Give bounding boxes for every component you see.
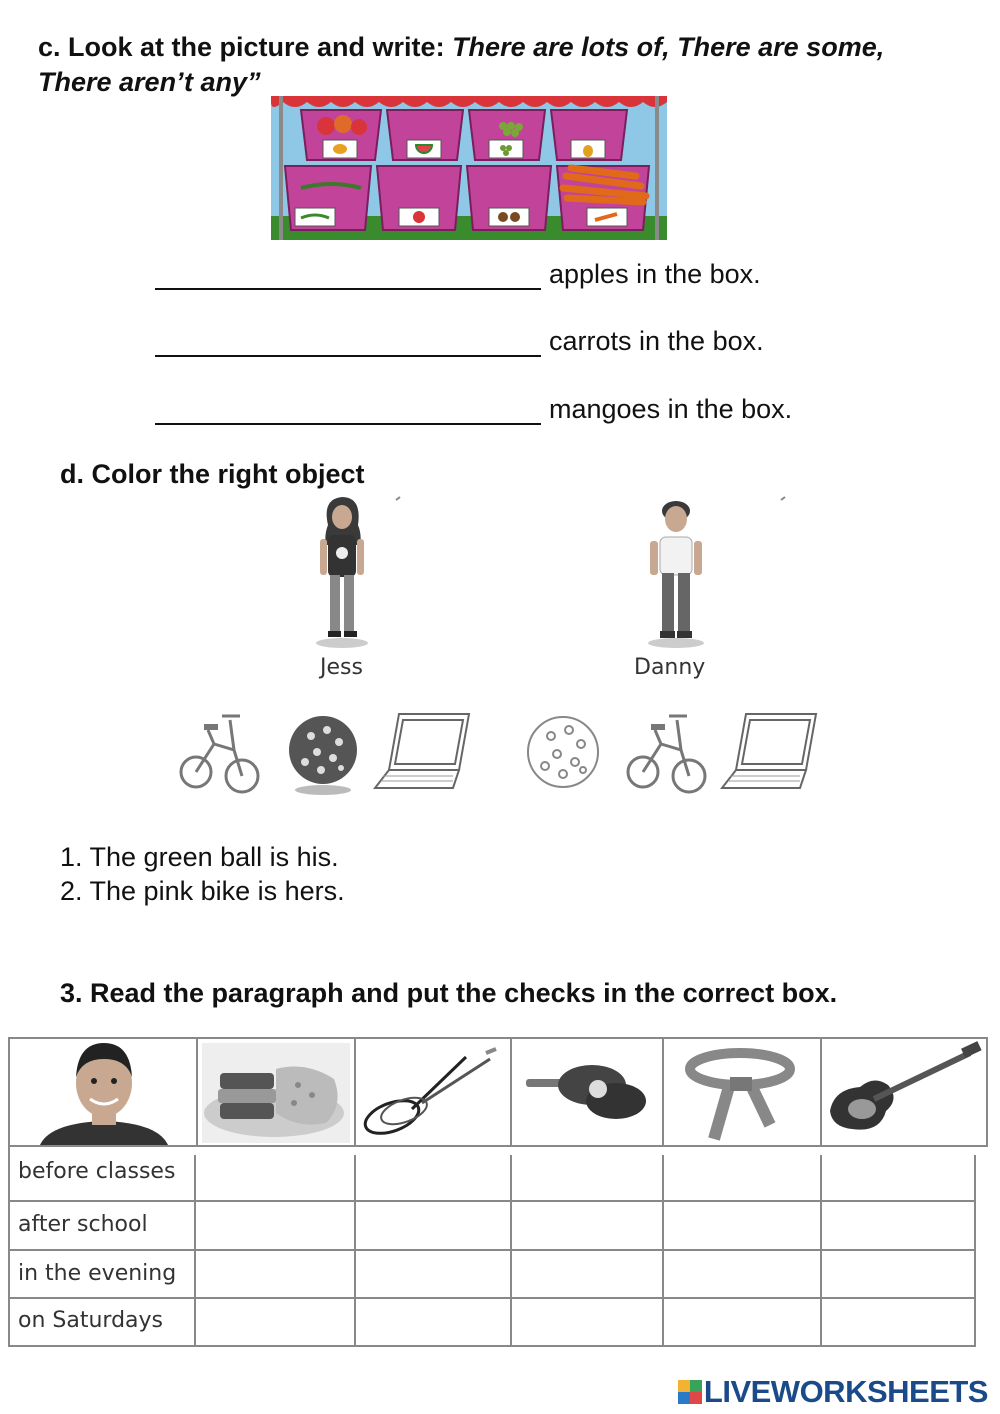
badminton-rackets-icon	[354, 1037, 510, 1147]
check-box[interactable]	[510, 1155, 662, 1202]
answer-blank-1[interactable]	[155, 261, 541, 290]
row-label-4: on Saturdays	[18, 1308, 163, 1333]
row-label-cell	[8, 1299, 194, 1347]
check-box[interactable]	[354, 1299, 510, 1347]
row-label-cell	[8, 1251, 194, 1299]
check-box[interactable]	[510, 1299, 662, 1347]
check-box[interactable]	[194, 1155, 354, 1202]
check-box[interactable]	[194, 1202, 354, 1251]
row-label-3: in the evening	[18, 1261, 177, 1286]
check-box[interactable]	[662, 1251, 820, 1299]
check-table	[8, 1147, 976, 1347]
ball-icon-danny[interactable]	[525, 712, 603, 792]
answer-input-3[interactable]	[155, 396, 545, 434]
box-apples-top	[301, 110, 381, 160]
liveworksheets-logo[interactable]	[678, 1374, 988, 1410]
row-label-2: after school	[18, 1212, 148, 1237]
fill-row-apples	[155, 250, 855, 290]
box-pineapple-top	[551, 110, 627, 160]
check-box[interactable]	[510, 1202, 662, 1251]
check-box[interactable]	[194, 1251, 354, 1299]
check-box[interactable]	[820, 1299, 976, 1347]
section-3-title: 3. Read the paragraph and put the checks in the correct box.	[60, 978, 838, 1008]
box-beans	[285, 166, 371, 230]
jess-figure	[300, 495, 410, 650]
danny-figure	[630, 495, 795, 650]
section-d-sentences	[60, 840, 345, 908]
ball-icon-jess[interactable]	[285, 712, 361, 796]
sentence-2: 2. The pink bike is hers.	[60, 876, 345, 906]
check-box[interactable]	[510, 1251, 662, 1299]
section-c-phrases-line2: There aren’t any”	[38, 67, 261, 97]
answer-input-2[interactable]	[155, 328, 545, 366]
check-box[interactable]	[354, 1155, 510, 1202]
box-grapes	[469, 110, 545, 160]
boy-photo	[8, 1037, 196, 1147]
sandwich-icon	[196, 1037, 354, 1147]
section-c-phrases: There are lots of, There are some,	[452, 32, 885, 62]
box-carrots	[557, 166, 649, 230]
check-box[interactable]	[662, 1299, 820, 1347]
fill-text-2: carrots in the box.	[549, 326, 764, 356]
check-box[interactable]	[820, 1251, 976, 1299]
activity-picture-row	[8, 1037, 988, 1147]
box-coconuts	[467, 166, 551, 230]
karate-belt-icon	[662, 1037, 820, 1147]
box-apples-bottom	[377, 166, 461, 230]
bike-icon-danny[interactable]	[625, 700, 707, 804]
check-box[interactable]	[354, 1251, 510, 1299]
section-d-title: d. Color the right object	[60, 459, 365, 489]
answer-blank-3[interactable]	[155, 396, 541, 425]
check-box[interactable]	[194, 1299, 354, 1347]
row-label-cell	[8, 1147, 194, 1202]
fruit-stall-picture	[271, 96, 667, 240]
fill-text-3: mangoes in the box.	[549, 394, 793, 424]
section-c-instruction	[38, 30, 998, 100]
logo-text: LIVEWORKSHEETS	[703, 1374, 988, 1409]
liveworksheets-logo-icon	[678, 1380, 702, 1404]
fill-row-carrots	[155, 317, 855, 357]
sentence-1: 1. The green ball is his.	[60, 842, 339, 872]
laptop-icon-danny[interactable]	[720, 710, 820, 794]
bike-icon-jess[interactable]	[178, 700, 260, 804]
section-c-prefix: c. Look at the picture and write:	[38, 32, 453, 62]
fill-row-mangoes	[155, 385, 855, 425]
jess-name: Jess	[320, 655, 363, 680]
check-box[interactable]	[820, 1155, 976, 1202]
check-box[interactable]	[662, 1202, 820, 1251]
check-box[interactable]	[820, 1202, 976, 1251]
box-watermelon	[387, 110, 463, 160]
row-label-1: before classes	[18, 1159, 176, 1184]
answer-input-1[interactable]	[155, 261, 545, 299]
row-label-cell	[8, 1202, 194, 1251]
ping-pong-paddles-icon	[510, 1037, 662, 1147]
danny-name: Danny	[634, 655, 706, 680]
answer-blank-2[interactable]	[155, 328, 541, 357]
electric-guitar-icon	[820, 1037, 988, 1147]
check-box[interactable]	[662, 1155, 820, 1202]
check-box[interactable]	[354, 1202, 510, 1251]
laptop-icon-jess[interactable]	[373, 710, 473, 794]
fill-text-1: apples in the box.	[549, 259, 761, 289]
